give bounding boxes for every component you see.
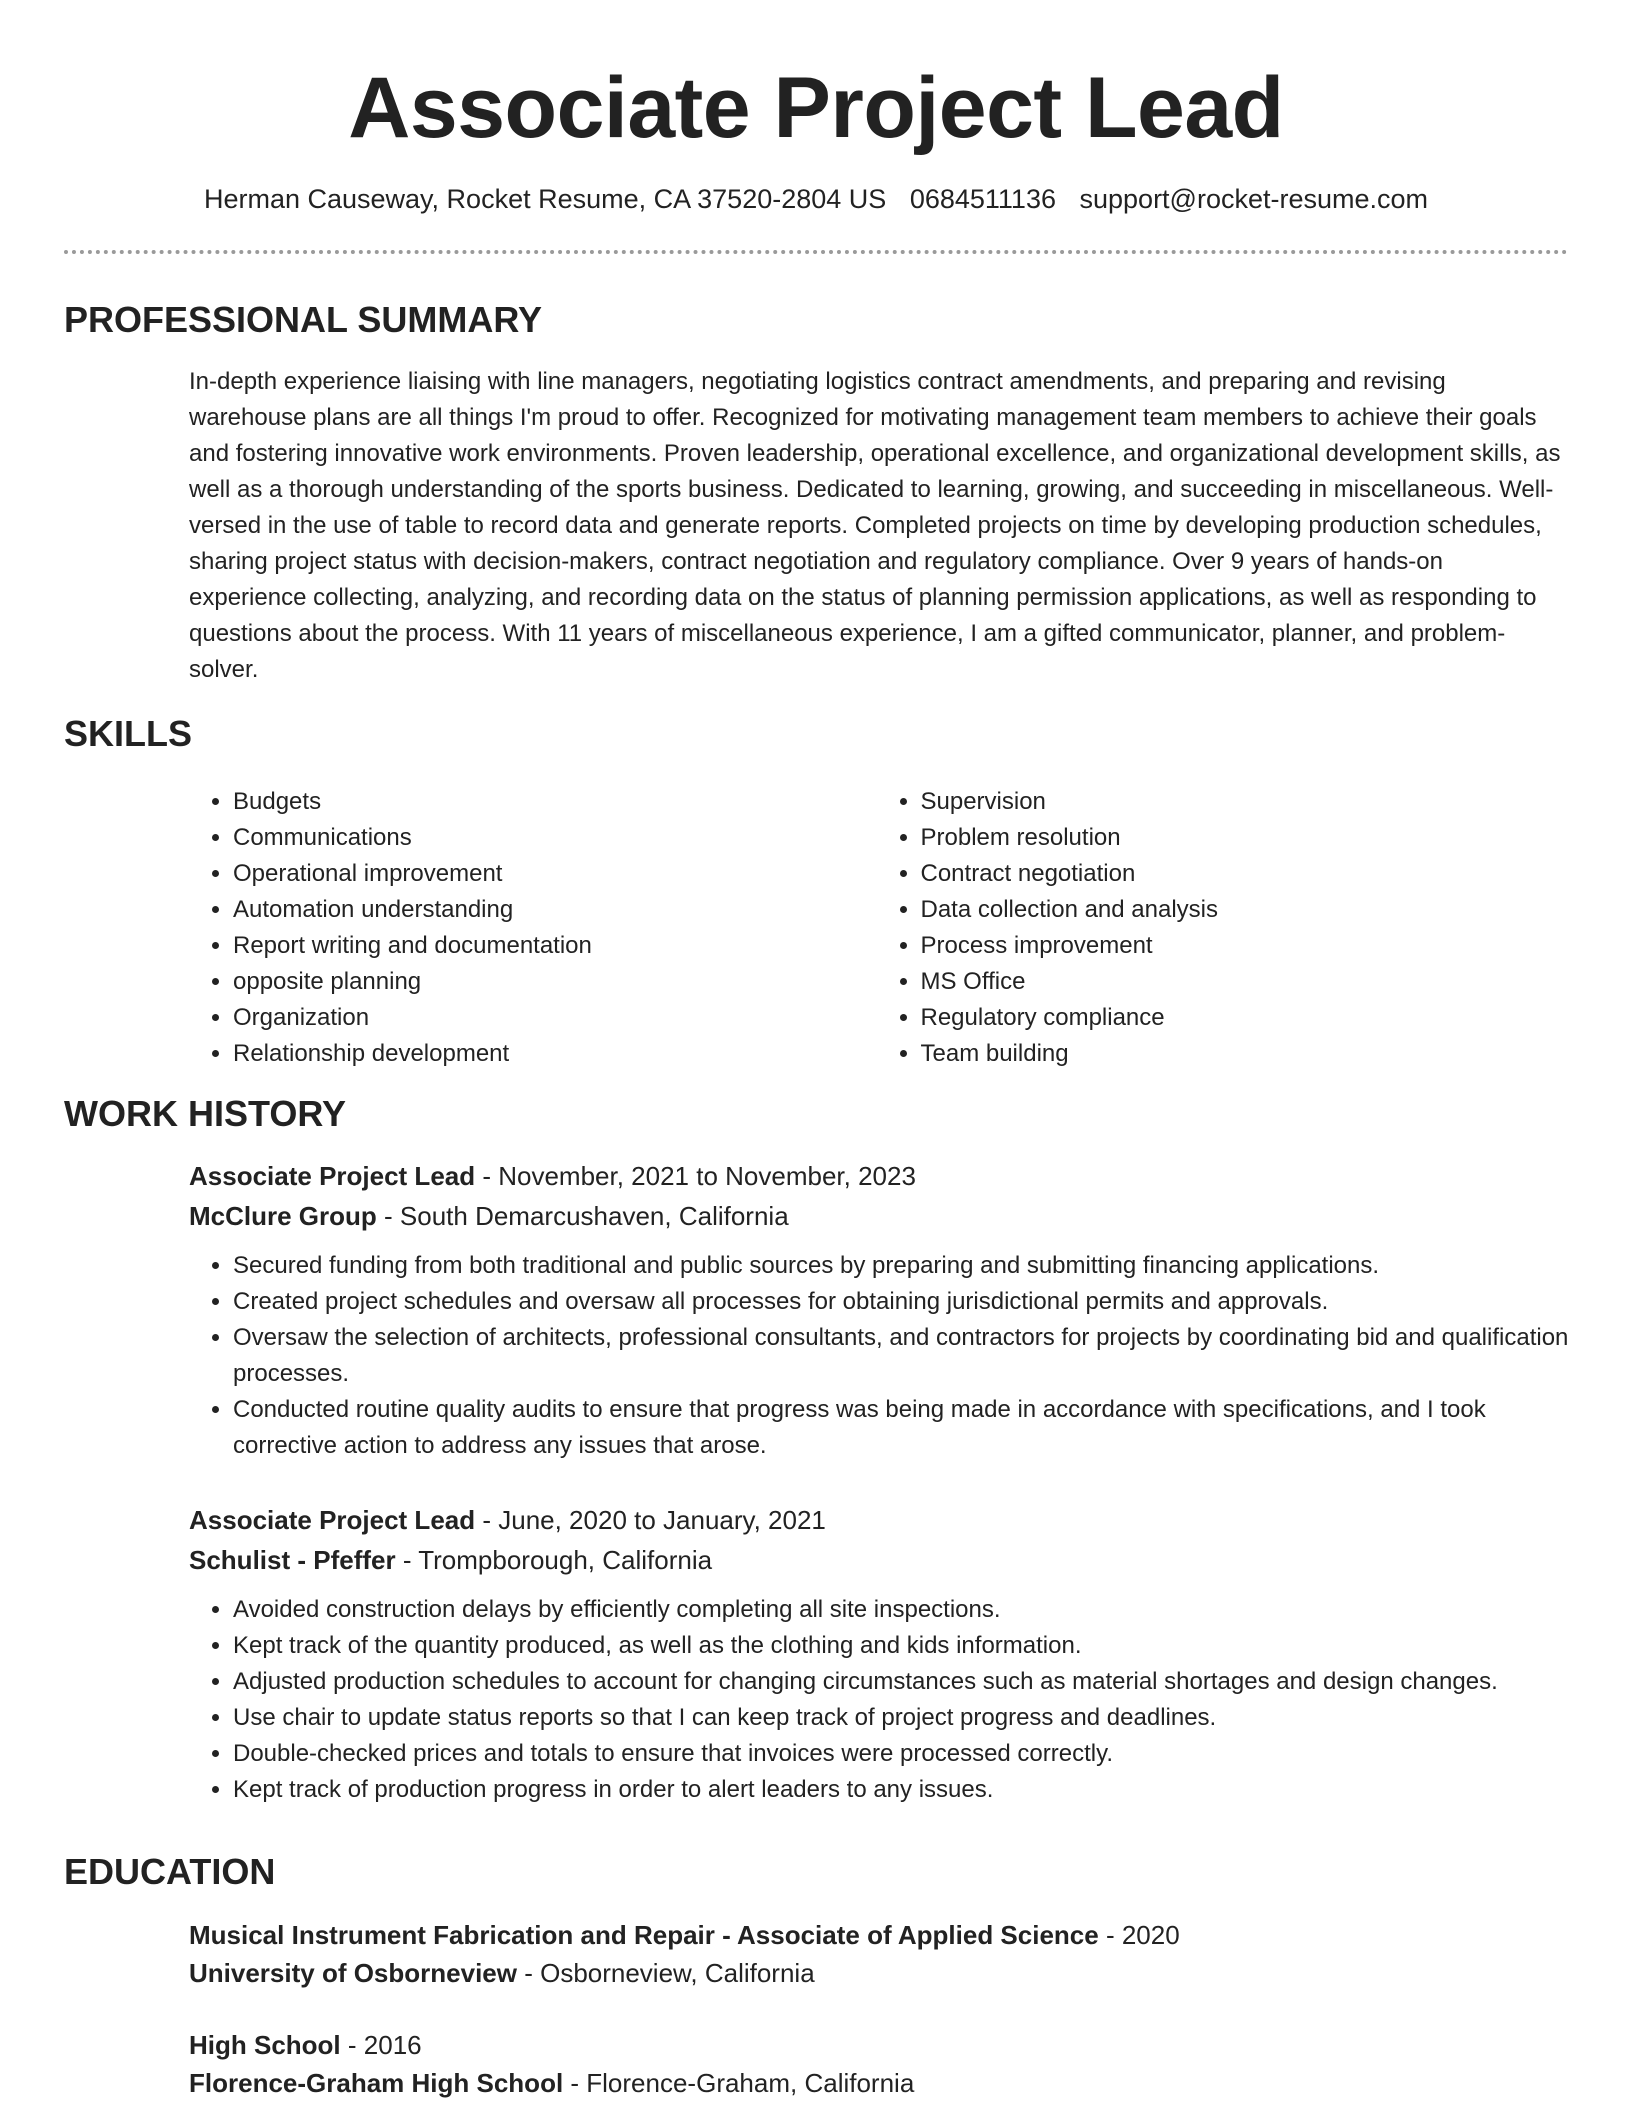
skill-item: • Organization — [233, 1000, 877, 1036]
school-location: - Osborneview, California — [516, 1958, 815, 1988]
education-entry — [189, 2026, 1569, 2102]
job-location: - Trompborough, California — [395, 1545, 713, 1575]
degree: Musical Instrument Fabrication and Repair - Associate of Applied Science — [189, 1920, 1099, 1950]
job-dates: - November, 2021 to November, 2023 — [475, 1161, 916, 1191]
degree-year: - 2020 — [1098, 1920, 1180, 1950]
job-company-line — [189, 1540, 1569, 1580]
degree-year: - 2016 — [340, 2030, 422, 2060]
contact-address: Herman Causeway, Rocket Resume, CA 37520-2804 US — [203, 184, 887, 214]
skill-item: • MS Office — [921, 964, 1565, 1000]
school: University of Osborneview — [189, 1958, 517, 1988]
school: Florence-Graham High School — [189, 2068, 564, 2098]
skill-item: • Operational improvement — [233, 856, 877, 892]
header-divider — [64, 250, 1568, 254]
skill-item: • Regulatory compliance — [921, 1000, 1565, 1036]
skill-item: • Team building — [921, 1036, 1565, 1072]
job-entry — [189, 1500, 1569, 1808]
job-bullets — [189, 1592, 1569, 1808]
skill-item: • Process improvement — [921, 928, 1565, 964]
job-dates: - June, 2020 to January, 2021 — [475, 1505, 826, 1535]
job-bullet: • Use chair to update status reports so that I can keep track of project progress and deadlines. — [233, 1700, 1569, 1736]
skill-item: • opposite planning — [233, 964, 877, 1000]
job-bullet: • Avoided construction delays by efficiently completing all site inspections. — [233, 1592, 1569, 1628]
contact-line — [0, 182, 1632, 216]
job-bullet: • Conducted routine quality audits to ensure that progress was being made in accordance with specifications, and I took corrective action to address any issues that arose. — [233, 1392, 1569, 1464]
skills-column-right — [877, 784, 1565, 1072]
summary-heading: PROFESSIONAL SUMMARY — [64, 299, 543, 340]
skill-item: • Problem resolution — [921, 820, 1565, 856]
job-bullet: • Kept track of the quantity produced, as well as the clothing and kids information. — [233, 1628, 1569, 1664]
contact-phone: 0684511136 — [909, 184, 1056, 214]
job-company: Schulist - Pfeffer — [189, 1545, 396, 1575]
job-location: - South Demarcushaven, California — [376, 1201, 789, 1231]
education-entry — [189, 1916, 1569, 1992]
skill-item: • Communications — [233, 820, 877, 856]
skill-item: • Relationship development — [233, 1036, 877, 1072]
skill-item: • Report writing and documentation — [233, 928, 877, 964]
contact-email: support@rocket-resume.com — [1079, 184, 1429, 214]
education-heading: EDUCATION — [64, 1851, 276, 1892]
job-bullet: • Secured funding from both traditional and public sources by preparing and submitting financing applications. — [233, 1248, 1569, 1284]
job-company: McClure Group — [189, 1201, 377, 1231]
skill-item: • Budgets — [233, 784, 877, 820]
degree-line — [189, 2026, 1569, 2064]
job-bullets — [189, 1248, 1569, 1464]
degree: High School — [189, 2030, 341, 2060]
skills-column-left — [189, 784, 877, 1072]
skill-item: • Supervision — [921, 784, 1565, 820]
skills-heading: SKILLS — [64, 713, 193, 754]
work-history-heading: WORK HISTORY — [64, 1093, 347, 1134]
resume-title: Associate Project Lead — [348, 60, 1284, 156]
job-bullet: • Created project schedules and oversaw all processes for obtaining jurisdictional permits and approvals. — [233, 1284, 1569, 1320]
school-line — [189, 1954, 1569, 1992]
job-title: Associate Project Lead — [189, 1505, 476, 1535]
job-bullet: • Oversaw the selection of architects, professional consultants, and contractors for projects by coordinating bid and qualification processes. — [233, 1320, 1569, 1392]
job-title-line — [189, 1156, 1569, 1196]
job-entry — [189, 1156, 1569, 1464]
skills-list — [189, 784, 1564, 1072]
job-bullet: • Double-checked prices and totals to ensure that invoices were processed correctly. — [233, 1736, 1569, 1772]
job-title: Associate Project Lead — [189, 1161, 476, 1191]
job-bullet: • Kept track of production progress in order to alert leaders to any issues. — [233, 1772, 1569, 1808]
skill-item: • Data collection and analysis — [921, 892, 1565, 928]
school-location: - Florence-Graham, California — [563, 2068, 915, 2098]
summary-text: In-depth experience liaising with line managers, negotiating logistics contract amendments, and preparing and revising warehouse plans are all things I'm proud to offer. Recognized for motivating management team members to achieve their goals and fostering innovative work environments. Proven leadership, operational excellence, and organizational development skills, as well as a thorough understanding of the sports business. Dedicated to learning, growing, and succeeding in miscellaneous. Well-versed in the use of table to record data and generate reports. Completed projects on time by developing production schedules, sharing project status with decision-makers, contract negotiation and regulatory compliance. Over 9 years of hands-on experience collecting, analyzing, and recording data on the status of planning permission applications, as well as responding to questions about the process. With 11 years of miscellaneous experience, I am a gifted communicator, planner, and problem-solver. — [189, 368, 1561, 683]
job-company-line — [189, 1196, 1569, 1236]
school-line — [189, 2064, 1569, 2102]
job-bullet: • Adjusted production schedules to account for changing circumstances such as material shortages and design changes. — [233, 1664, 1569, 1700]
skill-item: • Contract negotiation — [921, 856, 1565, 892]
job-title-line — [189, 1500, 1569, 1540]
skill-item: • Automation understanding — [233, 892, 877, 928]
degree-line — [189, 1916, 1569, 1954]
